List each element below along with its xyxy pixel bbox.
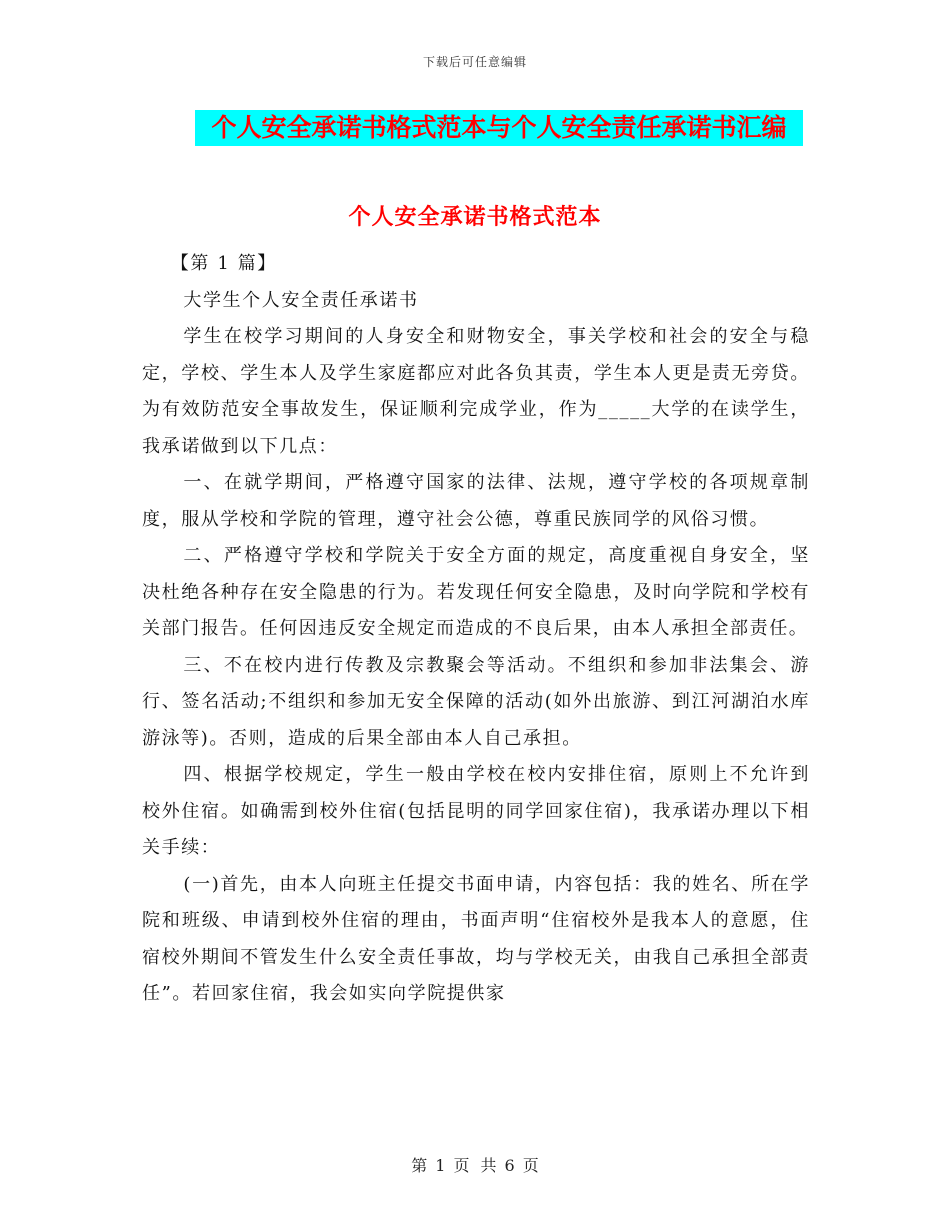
clause-3-paragraph: 三、不在校内进行传教及宗教聚会等活动。不组织和参加非法集会、游行、签名活动;不组织和参加无安全保障的活动(如外出旅游、到江河湖泊水库游泳等)。否则，造成的后果全部由本人自己承担。 [142, 654, 810, 749]
footer-page-number: 1 [435, 1156, 446, 1175]
footer-middle: 页 共 [453, 1156, 497, 1175]
document-main-title: 个人安全承诺书格式范本与个人安全责任承诺书汇编 [195, 110, 803, 146]
document-body [142, 246, 810, 1013]
clause-1-paragraph: 一、在就学期间，严格遵守国家的法律、法规，遵守学校的各项规章制度，服从学校和学院的管理，遵守社会公德，尊重民族同学的风俗习惯。 [142, 472, 810, 530]
page-footer [0, 1153, 950, 1176]
footer-suffix: 页 [522, 1156, 539, 1175]
intro-paragraph: 学生在校学习期间的人身安全和财物安全，事关学校和社会的安全与稳定，学校、学生本人及学生家庭都应对此各负其责，学生本人更是责无旁贷。为有效防范安全事故发生，保证顺利完成学业，作为_____大学的在读学生，我承诺做到以下几点： [142, 326, 810, 457]
clause-4-paragraph: 四、根据学校规定，学生一般由学校在校内安排住宿，原则上不允许到校外住宿。如确需到校外住宿(包括昆明的同学回家住宿)，我承诺办理以下相关手续： [142, 764, 810, 858]
clause-4-sub-1-paragraph: (一)首先，由本人向班主任提交书面申请，内容包括：我的姓名、所在学院和班级、申请到校外住宿的理由，书面声明“住宿校外是我本人的意愿，住宿校外期间不管发生什么安全责任事故，均与学校无关，由我自己承担全部责任”。若回家住宿，我会如实向学院提供家 [142, 873, 810, 1004]
footer-prefix: 第 [411, 1156, 428, 1175]
section-title: 个人安全承诺书格式范本 [348, 204, 602, 230]
subtitle-paragraph: 大学生个人安全责任承诺书 [183, 289, 419, 311]
chapter-label: 【第 1 篇】 [170, 253, 277, 274]
footer-total-pages: 6 [504, 1156, 515, 1175]
clause-2-paragraph: 二、严格遵守学校和学院关于安全方面的规定，高度重视自身安全，坚决杜绝各种存在安全隐患的行为。若发现任何安全隐患，及时向学院和学校有关部门报告。任何因违反安全规定而造成的不良后果，由本人承担全部责任。 [142, 545, 810, 639]
header-note: 下载后可任意编辑 [422, 55, 527, 69]
